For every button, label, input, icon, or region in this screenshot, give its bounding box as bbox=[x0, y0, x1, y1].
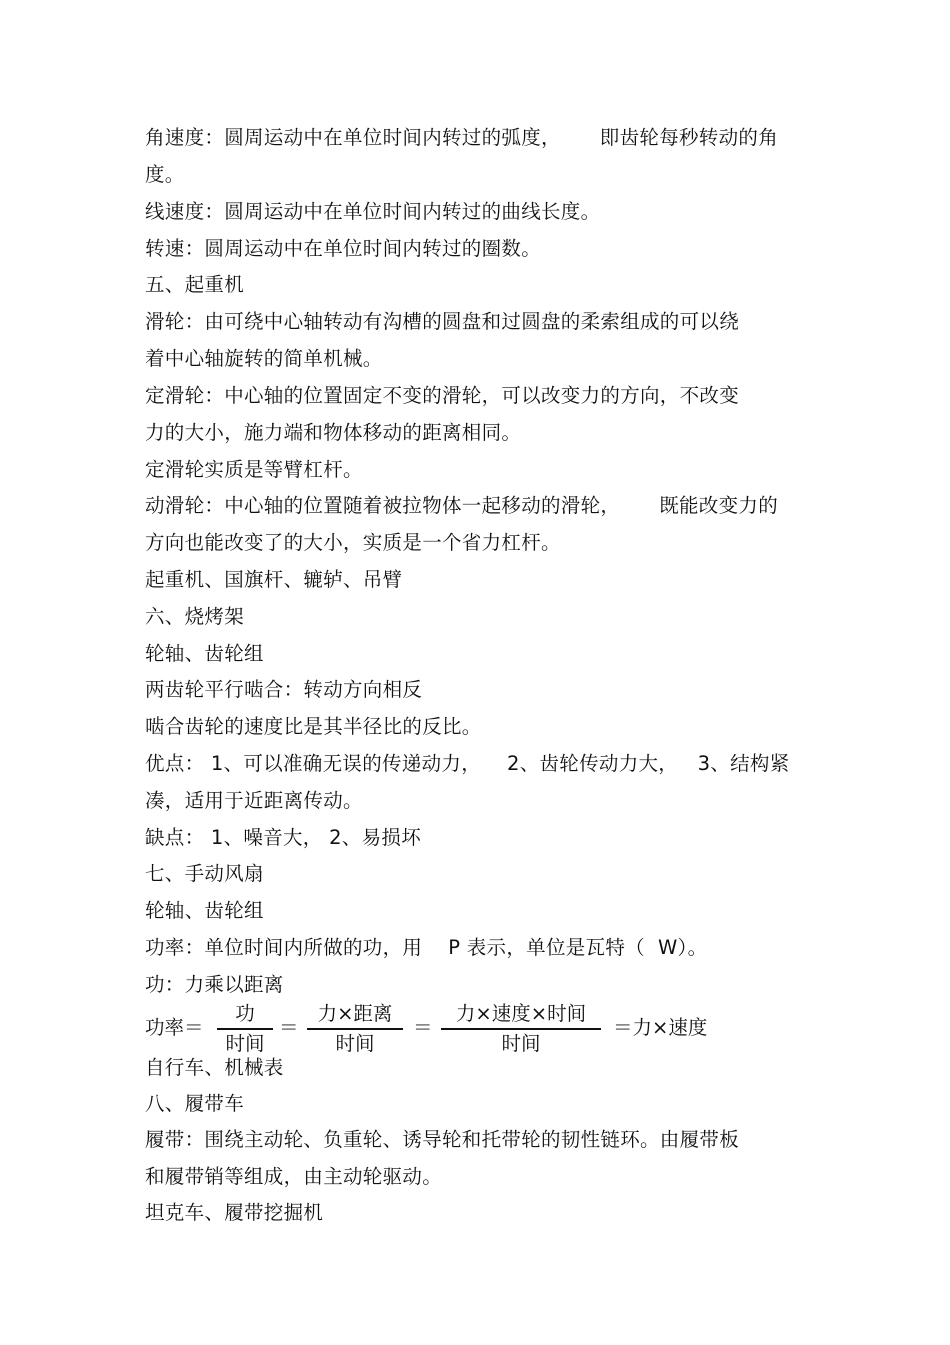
text-line-linear-velocity: 线速度：圆周运动中在单位时间内转过的曲线长度。 bbox=[145, 200, 601, 223]
fraction-numerator: 力×距离 bbox=[317, 1002, 393, 1025]
text-line: 方向也能改变了的大小，实质是一个省力杠杆。 bbox=[145, 531, 561, 554]
fraction-denominator: 时间 bbox=[501, 1031, 541, 1055]
formula-fraction-2 bbox=[307, 1001, 403, 1057]
fraction-bar bbox=[307, 1028, 403, 1030]
text-line: 和履带销等组成，由主动轮驱动。 bbox=[145, 1165, 443, 1188]
formula-lhs: 功率＝ bbox=[145, 1016, 204, 1039]
text-line-power: 功率：单位时间内所做的功，用 P 表示，单位是瓦特（ W）。 bbox=[145, 936, 708, 959]
fraction-bar bbox=[217, 1028, 273, 1030]
text-line-examples: 自行车、机械表 bbox=[145, 1056, 284, 1079]
section-heading-crawler: 八、履带车 bbox=[145, 1092, 245, 1115]
text-line: 凑，适用于近距离传动。 bbox=[145, 789, 363, 812]
section-heading-crane: 五、起重机 bbox=[145, 273, 245, 296]
text-line: 度。 bbox=[145, 163, 185, 186]
text-line-advantages: 优点： 1、可以准确无误的传递动力， 2、齿轮传动力大， 3、结构紧 bbox=[145, 752, 790, 775]
text-line: 轮轴、齿轮组 bbox=[145, 642, 264, 665]
text-line-movable-pulley: 动滑轮：中心轴的位置随着被拉物体一起移动的滑轮， 既能改变力的 bbox=[145, 494, 778, 517]
fraction-denominator: 时间 bbox=[225, 1031, 265, 1055]
text-line: 定滑轮实质是等臂杠杆。 bbox=[145, 458, 363, 481]
formula-equals: ＝ bbox=[279, 1016, 299, 1039]
text-line-work: 功：力乘以距离 bbox=[145, 973, 284, 996]
fraction-bar bbox=[441, 1028, 601, 1030]
fraction-numerator: 功 bbox=[235, 1002, 255, 1025]
text-line: 力的大小，施力端和物体移动的距离相同。 bbox=[145, 421, 522, 444]
text-line-rotation-speed: 转速：圆周运动中在单位时间内转过的圈数。 bbox=[145, 237, 542, 260]
fraction-denominator: 时间 bbox=[335, 1031, 375, 1055]
text-line-disadvantages: 缺点： 1、噪音大， 2、易损坏 bbox=[145, 826, 422, 849]
formula-fraction-1 bbox=[217, 1001, 273, 1057]
text-line-track: 履带：围绕主动轮、负重轮、诱导轮和托带轮的韧性链环。由履带板 bbox=[145, 1128, 740, 1151]
text-line-gear-mesh: 两齿轮平行啮合：转动方向相反 bbox=[145, 678, 423, 701]
text-line: 啮合齿轮的速度比是其半径比的反比。 bbox=[145, 715, 482, 738]
text-line-examples: 起重机、国旗杆、辘轳、吊臂 bbox=[145, 568, 403, 591]
formula-rhs: ＝力×速度 bbox=[613, 1016, 708, 1039]
text-line-angular-velocity: 角速度：圆周运动中在单位时间内转过的弧度， 即齿轮每秒转动的角 bbox=[145, 126, 778, 149]
text-line-pulley: 滑轮：由可绕中心轴转动有沟槽的圆盘和过圆盘的柔索组成的可以绕 bbox=[145, 310, 740, 333]
section-heading-grill: 六、烧烤架 bbox=[145, 605, 245, 628]
text-line: 着中心轴旋转的简单机械。 bbox=[145, 347, 383, 370]
text-line-fixed-pulley: 定滑轮：中心轴的位置固定不变的滑轮，可以改变力的方向，不改变 bbox=[145, 384, 740, 407]
formula-fraction-3 bbox=[441, 1001, 601, 1057]
formula-equals: ＝ bbox=[413, 1016, 433, 1039]
section-heading-hand-fan: 七、手动风扇 bbox=[145, 862, 264, 885]
power-formula bbox=[145, 1001, 785, 1057]
fraction-numerator: 力×速度×时间 bbox=[455, 1002, 587, 1025]
text-line-examples: 坦克车、履带挖掘机 bbox=[145, 1201, 324, 1224]
text-line: 轮轴、齿轮组 bbox=[145, 899, 264, 922]
